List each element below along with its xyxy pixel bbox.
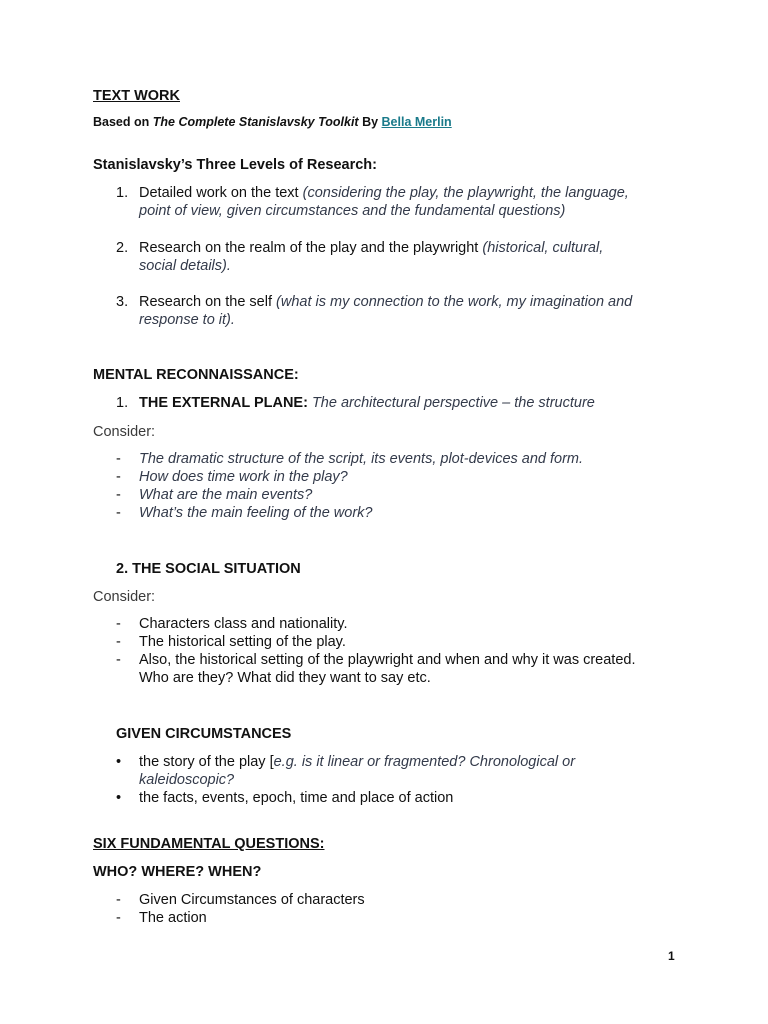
dash-marker: -: [116, 505, 121, 521]
dash-marker: -: [116, 487, 121, 503]
social-list-item: The historical setting of the play.: [139, 634, 346, 650]
level-3-text: Research on the self: [139, 294, 277, 310]
external-plane-label: THE EXTERNAL PLANE:: [139, 395, 308, 411]
level-2-text: Research on the realm of the play and the playwright: [139, 240, 483, 256]
external-plane-number: 1.: [116, 395, 129, 411]
given-heading: GIVEN CIRCUMSTANCES: [116, 726, 292, 742]
author-link[interactable]: Bella Merlin: [381, 115, 452, 129]
bullet-marker: •: [116, 754, 122, 770]
level-3-line-2: response to it).: [139, 312, 235, 328]
level-1-number: 1.: [116, 185, 129, 201]
dash-marker: -: [116, 634, 121, 650]
external-plane-desc: The architectural perspective – the structure: [307, 395, 595, 411]
social-list-item: Characters class and nationality.: [139, 616, 348, 632]
document-subtitle: [93, 115, 452, 129]
level-3-line-1: [139, 294, 632, 310]
subtitle-by: By: [358, 115, 382, 129]
six-list-item: Given Circumstances of characters: [139, 892, 365, 908]
level-1-detail: (considering the play, the playwright, the language,: [302, 185, 629, 201]
mental-list-item: What’s the main feeling of the work?: [139, 505, 373, 521]
level-1-text: Detailed work on the text: [139, 185, 303, 201]
external-plane-item: [139, 395, 595, 411]
six-questions-heading: SIX FUNDAMENTAL QUESTIONS:: [93, 836, 325, 852]
page-number: 1: [668, 949, 675, 963]
social-heading: 2. THE SOCIAL SITUATION: [116, 561, 301, 577]
mental-heading: MENTAL RECONNAISSANCE:: [93, 367, 299, 383]
dash-marker: -: [116, 469, 121, 485]
level-2-line-1: [139, 240, 603, 256]
dash-marker: -: [116, 892, 121, 908]
dash-marker: -: [116, 652, 121, 668]
levels-heading: Stanislavsky’s Three Levels of Research:: [93, 157, 377, 173]
level-1-line-2: point of view, given circumstances and the fundamental questions): [139, 203, 566, 219]
level-2-line-2: social details).: [139, 258, 231, 274]
who-where-when-heading: WHO? WHERE? WHEN?: [93, 864, 262, 880]
mental-list-item: The dramatic structure of the script, its events, plot-devices and form.: [139, 451, 584, 467]
six-list-item: The action: [139, 910, 207, 926]
consider-label-1: Consider:: [93, 424, 156, 440]
dash-marker: -: [116, 616, 121, 632]
given-item-1-text: the story of the play [: [139, 754, 274, 770]
consider-label-2: Consider:: [93, 589, 156, 605]
level-3-number: 3.: [116, 294, 129, 310]
level-3-detail: (what is my connection to the work, my imagination and: [276, 294, 633, 310]
document-title: TEXT WORK: [93, 88, 180, 104]
given-item-1-line-2: kaleidoscopic?: [139, 772, 235, 788]
bullet-marker: •: [116, 790, 122, 806]
social-list-item: Also, the historical setting of the playwright and when and why it was created.: [139, 652, 636, 668]
mental-list-item: How does time work in the play?: [139, 469, 348, 485]
given-item-1: [139, 754, 575, 770]
dash-marker: -: [116, 910, 121, 926]
given-item-1-detail: e.g. is it linear or fragmented? Chronological or: [273, 754, 576, 770]
book-title: The Complete Stanislavsky Toolkit: [152, 115, 359, 129]
given-item-2: the facts, events, epoch, time and place of action: [139, 790, 454, 806]
level-2-number: 2.: [116, 240, 129, 256]
level-2-detail: (historical, cultural,: [482, 240, 604, 256]
mental-list-item: What are the main events?: [139, 487, 313, 503]
level-1-line-1: [139, 185, 629, 201]
subtitle-prefix: Based on: [93, 115, 153, 129]
social-list-item-continued: Who are they? What did they want to say etc.: [139, 670, 431, 686]
dash-marker: -: [116, 451, 121, 467]
